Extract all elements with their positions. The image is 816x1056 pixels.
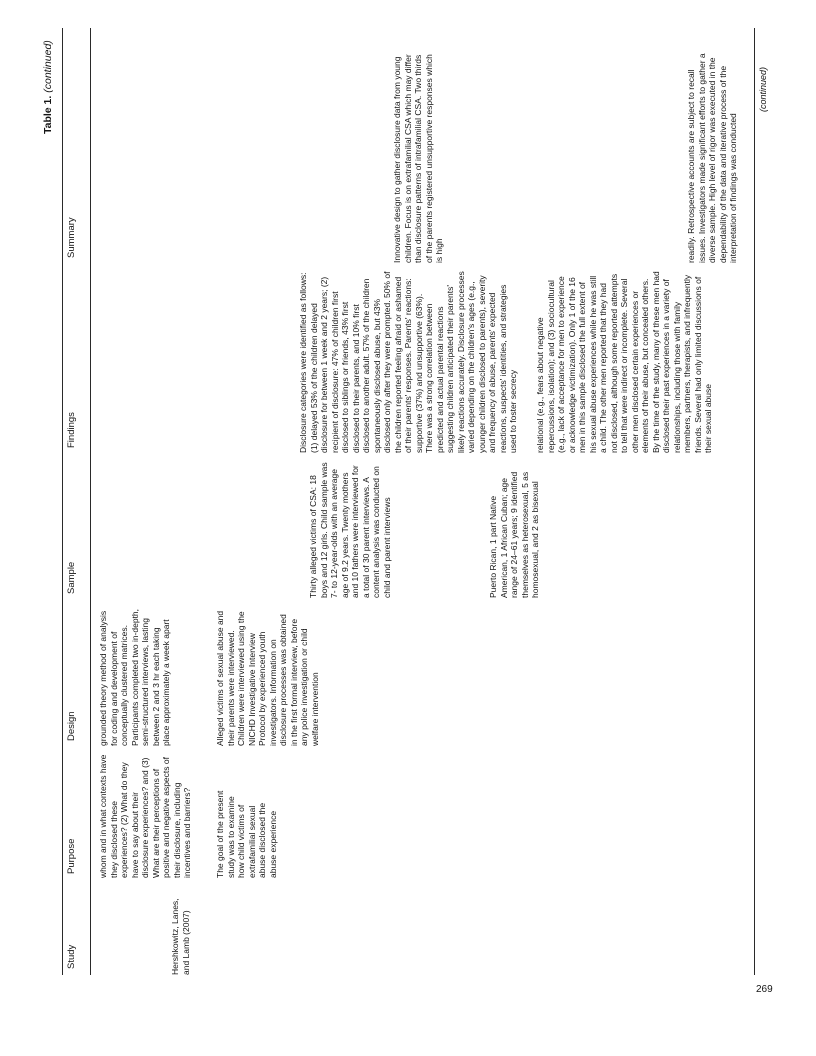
cell-row2-purpose: The goal of the present study was to examine how child victims of extrafamilial sexual abuse disclosed the abuse experience: [215, 790, 278, 878]
column-header-findings: Findings: [66, 412, 77, 448]
column-header-sample: Sample: [66, 561, 77, 594]
column-header-study: Study: [66, 944, 77, 969]
cell-row1-findings: relational (e.g., fears about negative repercussions, isolation); and (3) sociocultural (e.g., lack of acceptance for men to experience or acknowledge victimization). Only 1 of the 16 men in this sample disclosed the full extent of his sexual abuse experiences while he was still a child. The other men reported that they had not disclosed, although some reported attempts to tell that were indirect or incomplete. Several other men disclosed certain experiences or elements of their abuse, but concealed others. By the time of the study, many of these men had disclosed their past experiences in a variety of relationships, including those with family members, partners, therapists, and infrequently friends. Several had only limited discussions of their sexual abuse: [535, 271, 713, 453]
cell-row2-study: Hershkowitz, Lanes, and Lamb (2007): [170, 898, 191, 975]
cell-row1-sample: Puerto Rican, 1 part Native American, 1 African Cuban; age range of 24–61 years; 9 identified themselves as heterosexual, 5 as homosexual, and 2 as bisexual: [488, 471, 540, 598]
cell-row2-findings: Disclosure categories were identified as follows: (1) delayed 53% of the children delayed disclosure for between 1 week and 2 years; (2) recipient of disclosure: 47% of children first disclosed to siblings or friends, 43% first disclosed to their parents, and 10% first disclosed to another adult. 57% of the children spontaneously disclosed abuse, but 43% disclosed only after they were prompted. 50% of the children reported feeling afraid or ashamed of their parents' responses. Parents' reactions: supportive (37%) and unsupportive (63%). There was a strong correlation between predicted and actual parental reactions suggesting children anticipated their parents' likely reactions accurately. Disclosure processes varied depending on the children's ages (e.g., younger children disclosed to parents), severity and frequency of abuse, parents' expected reactions, suspects' identities, and strategies used to foster secrecy: [298, 271, 518, 453]
column-header-design: Design: [66, 711, 77, 741]
cell-row2-sample: Thirty alleged victims of CSA: 18 boys and 12 girls. Child sample was 7- to 12-year-olds with an average age of 9.2 years. Twenty mothers and 10 fathers were interviewed for a total of 30 parent interviews. A content analysis was conducted on child and parent interviews: [308, 462, 392, 598]
cell-row1-purpose: whom and in what contexts have they disclosed these experiences? (2) What do they have to say about their disclosure experiences? and (3) What are their perceptions of positive and negative aspects of their disclosure, including incentives and barriers?: [98, 754, 192, 878]
table-title-number: Table 1.: [42, 95, 54, 134]
cell-row1-summary: readily. Retrospective accounts are subject to recall issues. Investigators made significant efforts to gather a diverse sample. High level of rigor was executed in the dependability of the data and iterative process of the interpretation of findings was conducted: [686, 53, 738, 263]
cell-row2-summary: Innovative design to gather disclosure data from young children. Focus is on extrafamilial CSA which may differ than disclosure patterns of intrafamilial CSA. Two thirds of the parents registered unsupportive responses which is high: [392, 54, 444, 263]
table-rule-bottom: [754, 28, 755, 975]
table-rule-top: [62, 28, 63, 975]
column-header-summary: Summary: [66, 217, 77, 258]
table-title: [42, 28, 55, 134]
table-continued-note: (continued): [758, 66, 768, 112]
column-header-purpose: Purpose: [66, 838, 77, 874]
cell-row1-design: grounded theory method of analysis for coding and development of conceptually clustered matrices. Participants completed two in-depth, semi-structured interviews, lasting between 2 and 3 hr each taking place approximately a week apart: [98, 608, 171, 746]
table-rule-header: [90, 28, 91, 975]
page-number: 269: [756, 984, 773, 995]
table-title-continued: (continued): [42, 40, 54, 96]
cell-row2-design: Alleged victims of sexual abuse and their parents were interviewed. Children were interviewed using the NICHD Investigative Interview Protocol by experienced youth investigators. Information on disclosure processes was obtained in the first formal interview, before any police investigation or child welfare intervention: [215, 610, 320, 746]
